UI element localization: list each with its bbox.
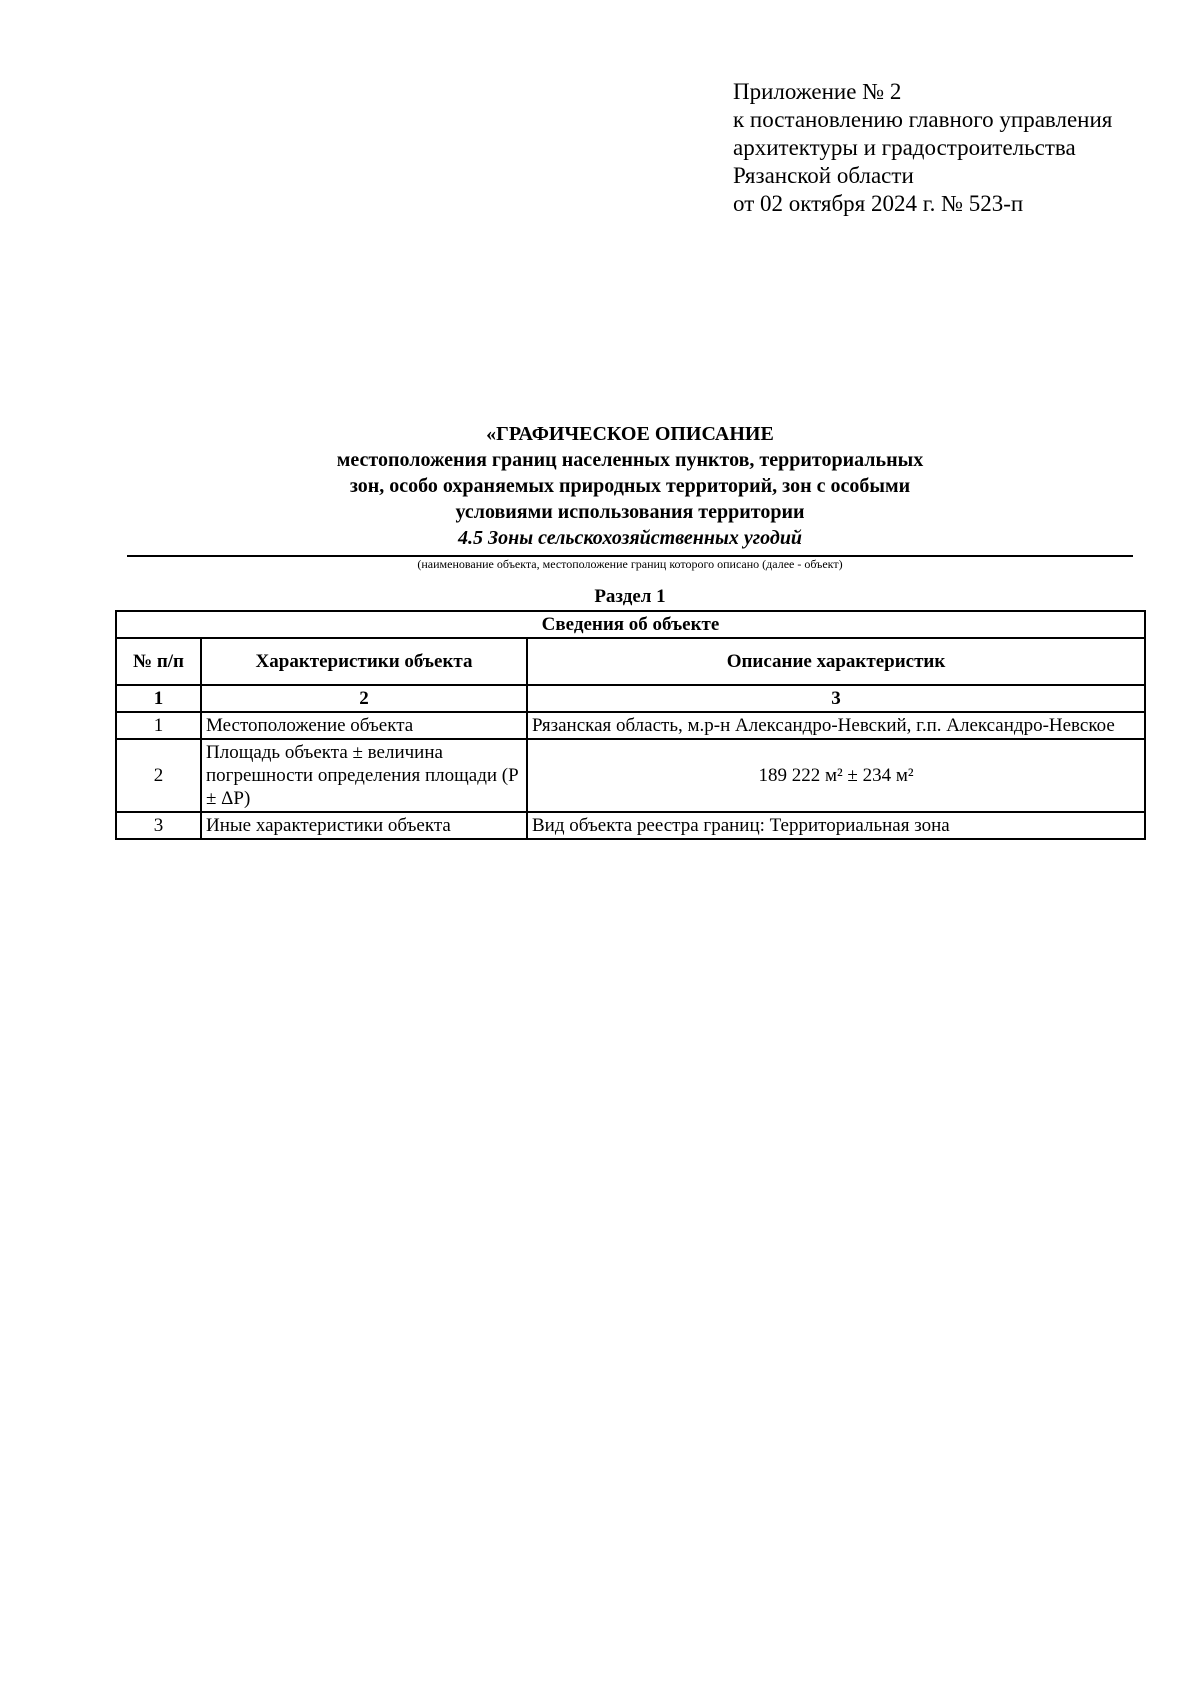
section-title: Раздел 1 — [594, 586, 666, 607]
row-number: 2 — [116, 739, 201, 812]
table-title: Сведения об объекте — [116, 611, 1145, 638]
row-characteristic: Местоположение объекта — [201, 712, 527, 739]
annex-line: к постановлению главного управления — [733, 107, 1113, 132]
row-characteristic: Иные характеристики объекта — [201, 812, 527, 839]
row-characteristic: Площадь объекта ± величина погрешности определения площади (P ± ΔP) — [201, 739, 527, 812]
annex-line: Приложение № 2 — [733, 79, 902, 104]
annex-header — [733, 78, 1112, 218]
object-name: 4.5 Зоны сельскохозяйственных угодий — [457, 527, 803, 549]
document-title — [0, 421, 1200, 551]
header-characteristics: Характеристики объекта — [201, 638, 527, 685]
title-line: условиями использования территории — [455, 501, 805, 523]
table-row — [116, 712, 1145, 739]
table-row — [116, 739, 1145, 812]
table-row — [116, 812, 1145, 839]
header-num: № п/п — [116, 638, 201, 685]
column-number: 2 — [201, 685, 527, 712]
row-number: 3 — [116, 812, 201, 839]
annex-line: от 02 октября 2024 г. № 523-п — [733, 191, 1024, 216]
column-number: 1 — [116, 685, 201, 712]
object-caption: (наименование объекта, местоположение границ которого описано (далее - объект) — [417, 557, 843, 571]
title-line: зон, особо охраняемых природных территорий, зон с особыми — [349, 475, 911, 497]
title-line: «ГРАФИЧЕСКОЕ ОПИСАНИЕ — [486, 423, 774, 445]
annex-line: архитектуры и градостроительства — [733, 135, 1076, 160]
row-description: Вид объекта реестра границ: Территориальная зона — [527, 812, 1145, 839]
row-description: Рязанская область, м.р-н Александро-Невский, г.п. Александро-Невское — [527, 712, 1145, 739]
object-info-table — [115, 610, 1146, 840]
header-description: Описание характеристик — [527, 638, 1145, 685]
row-description: 189 222 м² ± 234 м² — [527, 739, 1145, 812]
row-number: 1 — [116, 712, 201, 739]
column-number: 3 — [527, 685, 1145, 712]
title-line: местоположения границ населенных пунктов, территориальных — [336, 449, 924, 471]
annex-line: Рязанской области — [733, 163, 914, 188]
